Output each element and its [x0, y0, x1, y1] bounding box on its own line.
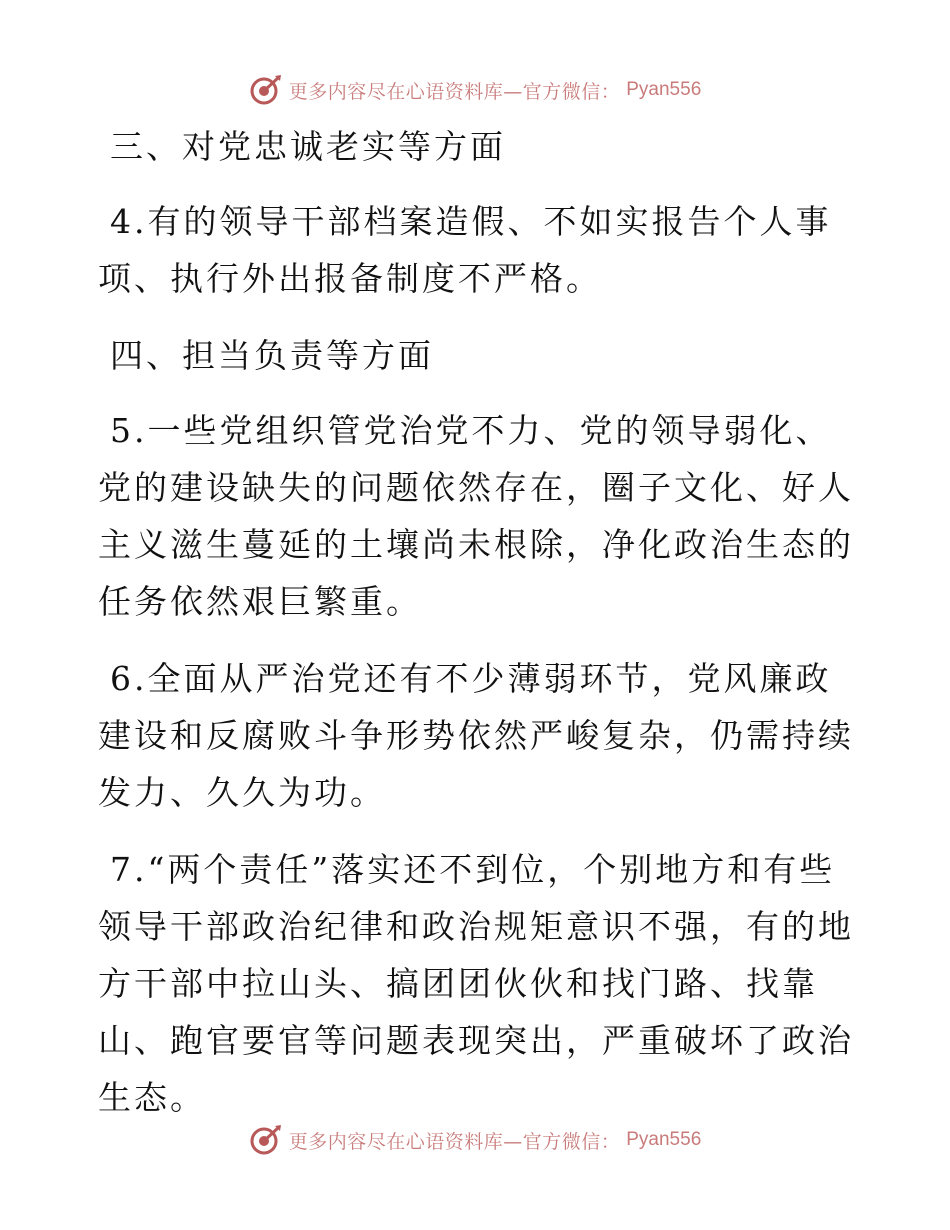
- document-body: [98, 118, 858, 1146]
- section-heading-3: 三、对党忠诚老实等方面: [110, 127, 506, 166]
- watermark-text: 更多内容尽在心语资料库—官方微信：: [288, 1130, 621, 1153]
- list-item-6: 6.全面从严治党还有不少薄弱环节，党风廉政建设和反腐败斗争形势依然严峻复杂，仍需持续发力、久久为功。: [98, 659, 854, 812]
- pen-logo-icon: [249, 1123, 283, 1157]
- section-heading-4: 四、担当负责等方面: [110, 336, 434, 375]
- list-item-7: 7.“两个责任”落实还不到位，个别地方和有些领导干部政治纪律和政治规矩意识不强，有的地方干部中拉山头、搞团团伙伙和找门路、找靠山、跑官要官等问题表现突出，严重破坏了政治生态。: [98, 850, 854, 1117]
- list-item-5: 5.一些党组织管党治党不力、党的领导弱化、党的建设缺失的问题依然存在，圈子文化、好人主义滋生蔓延的土壤尚未根除，净化政治生态的任务依然艰巨繁重。: [98, 411, 854, 621]
- list-item-4: 4.有的领导干部档案造假、不如实报告个人事项、执行外出报备制度不严格。: [98, 202, 832, 298]
- header-watermark: [0, 70, 950, 110]
- watermark-handle: Pyan556: [626, 79, 702, 100]
- footer-watermark: [0, 1120, 950, 1160]
- pen-logo-icon: [249, 73, 283, 107]
- watermark-text: 更多内容尽在心语资料库—官方微信：: [288, 80, 621, 103]
- watermark-handle: Pyan556: [626, 1129, 702, 1150]
